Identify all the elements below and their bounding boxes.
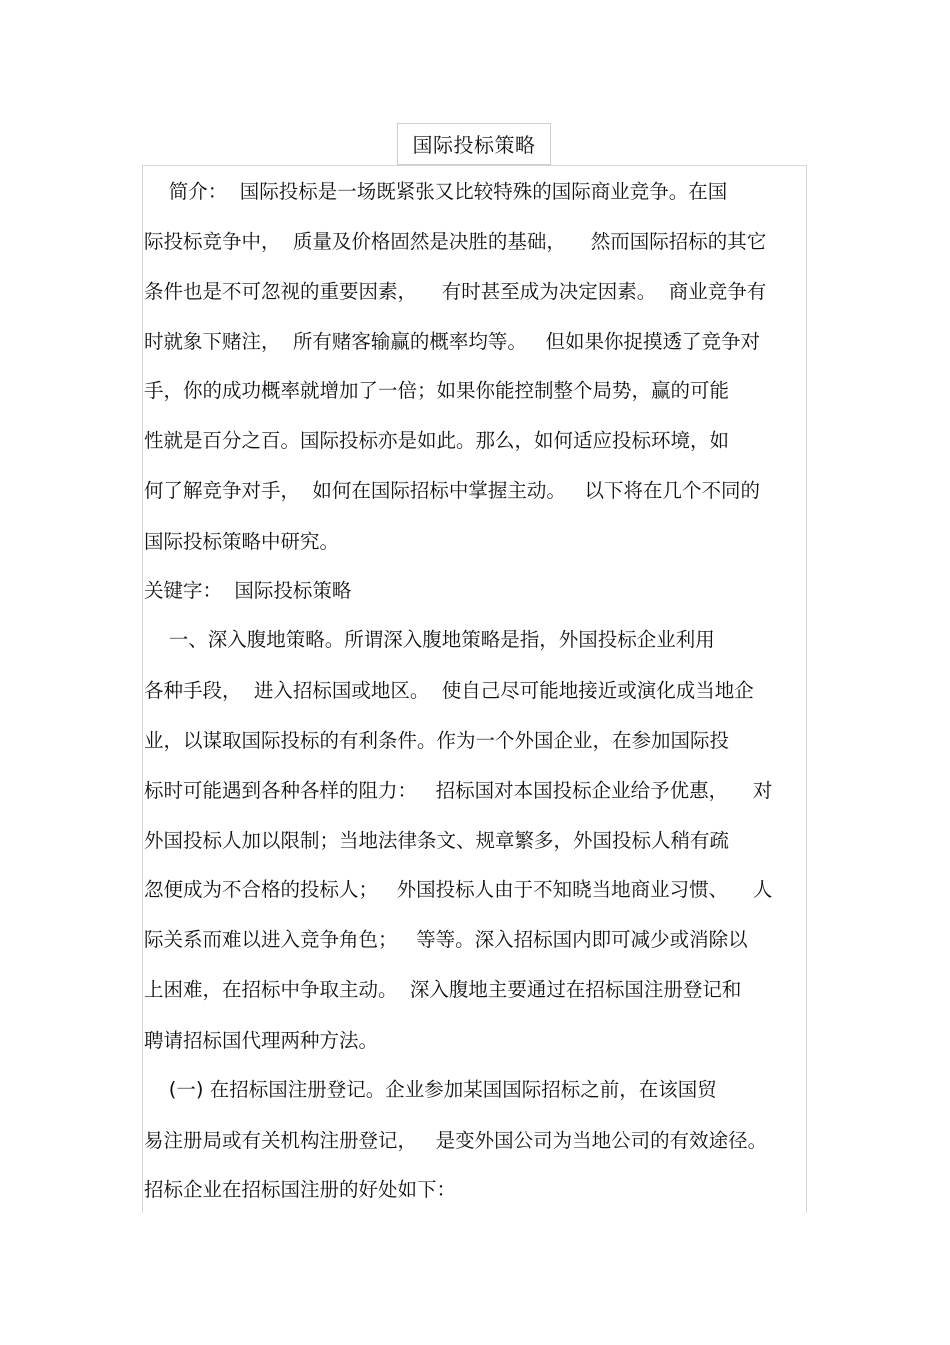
text-line: 国际投标策略中研究。 <box>144 530 340 553</box>
text-line: 上困难，在招标中争取主动。 深入腹地主要通过在招标国注册登记和 <box>144 978 742 1001</box>
text-line: 手，你的成功概率就增加了一倍；如果你能控制整个局势，赢的可能 <box>144 379 730 402</box>
frame-right-border <box>806 165 807 1213</box>
text-line: 招标企业在招标国注册的好处如下： <box>144 1178 457 1201</box>
text-line: 易注册局或有关机构注册登记， 是变外国公司为当地公司的有效途径。 <box>144 1129 768 1152</box>
keywords-line: 关键字： 国际投标策略 <box>144 579 352 602</box>
text-line: 忽便成为不合格的投标人； 外国投标人由于不知晓当地商业习惯、 人 <box>144 878 773 901</box>
text-line: 一、深入腹地策略。所谓深入腹地策略是指，外国投标企业利用 <box>144 628 715 651</box>
text-line: 简介： 国际投标是一场既紧张又比较特殊的国际商业竞争。在国 <box>144 180 728 203</box>
frame-left-border <box>142 165 143 1213</box>
text-line: 何了解竞争对手， 如何在国际招标中掌握主动。 以下将在几个不同的 <box>144 479 760 502</box>
text-line: 外国投标人加以限制；当地法律条文、规章繁多，外国投标人稍有疏 <box>144 829 730 852</box>
text-line: 际关系而难以进入竞争角色； 等等。深入招标国内即可减少或消除以 <box>144 928 748 951</box>
text-line: 际投标竞争中， 质量及价格固然是决胜的基础， 然而国际招标的其它 <box>144 230 767 253</box>
text-line: 标时可能遇到各种各样的阻力： 招标国对本国投标企业给予优惠， 对 <box>144 779 773 802</box>
text-line: (一) 在招标国注册登记。企业参加某国国际招标之前，在该国贸 <box>144 1078 717 1101</box>
text-line: 条件也是不可忽视的重要因素， 有时甚至成为决定因素。 商业竞争有 <box>144 280 767 303</box>
text-line: 聘请招标国代理两种方法。 <box>144 1029 379 1052</box>
text-line: 时就象下赌注， 所有赌客输赢的概率均等。 但如果你捉摸透了竞争对 <box>144 330 760 353</box>
frame-top-border <box>142 165 807 166</box>
text-line: 性就是百分之百。国际投标亦是如此。那么，如何适应投标环境，如 <box>144 429 730 452</box>
document-title: 国际投标策略 <box>397 123 551 165</box>
text-line: 各种手段， 进入招标国或地区。 使自己尽可能地接近或演化成当地企 <box>144 679 754 702</box>
text-line: 业，以谋取国际投标的有利条件。作为一个外国企业，在参加国际投 <box>144 729 730 752</box>
